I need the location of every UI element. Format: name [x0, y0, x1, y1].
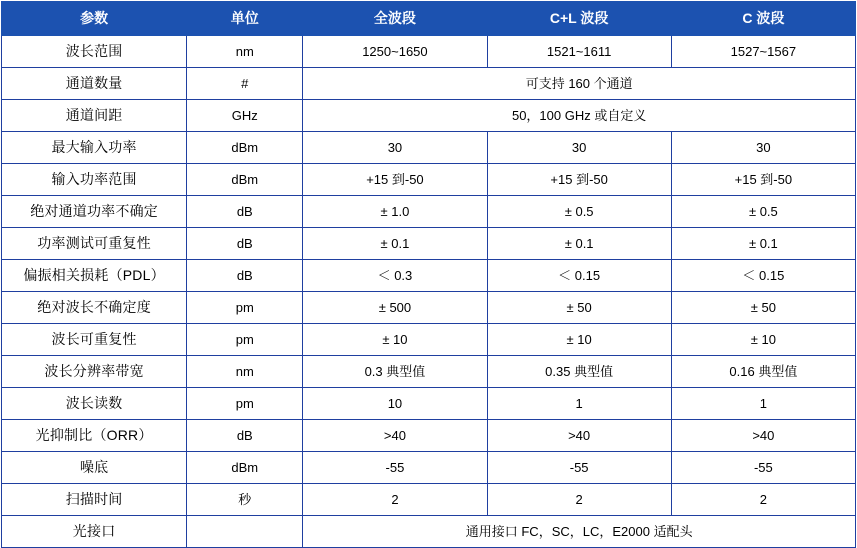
- parameter-cell: 波长可重复性: [2, 324, 187, 356]
- value-cell-cl-band: ＜ 0.15: [487, 260, 671, 292]
- unit-cell: [187, 516, 303, 548]
- value-cell-c-band: ＜ 0.15: [671, 260, 855, 292]
- unit-cell: dB: [187, 420, 303, 452]
- value-cell-cl-band: ± 0.1: [487, 228, 671, 260]
- column-header-full-band: 全波段: [303, 2, 487, 36]
- table-header-row: [2, 2, 856, 36]
- value-cell-full-band: -55: [303, 452, 487, 484]
- value-cell-all-bands: 可支持 160 个通道: [303, 68, 856, 100]
- value-cell-c-band: 1527~1567: [671, 36, 855, 68]
- value-cell-cl-band: 0.35 典型值: [487, 356, 671, 388]
- value-cell-c-band: +15 到-50: [671, 164, 855, 196]
- unit-cell: pm: [187, 388, 303, 420]
- parameter-cell: 扫描时间: [2, 484, 187, 516]
- parameter-cell: 波长读数: [2, 388, 187, 420]
- table-row: [2, 484, 856, 516]
- value-cell-c-band: ± 10: [671, 324, 855, 356]
- value-cell-full-band: 10: [303, 388, 487, 420]
- column-header-c-band: C 波段: [671, 2, 855, 36]
- value-cell-full-band: 1250~1650: [303, 36, 487, 68]
- unit-cell: dBm: [187, 164, 303, 196]
- unit-cell: pm: [187, 324, 303, 356]
- value-cell-full-band: 0.3 典型值: [303, 356, 487, 388]
- unit-cell: dBm: [187, 132, 303, 164]
- value-cell-cl-band: 30: [487, 132, 671, 164]
- value-cell-full-band: ± 10: [303, 324, 487, 356]
- table-row: [2, 388, 856, 420]
- unit-cell: dB: [187, 196, 303, 228]
- value-cell-full-band: 2: [303, 484, 487, 516]
- parameter-cell: 绝对波长不确定度: [2, 292, 187, 324]
- value-cell-all-bands: 通用接口 FC，SC，LC，E2000 适配头: [303, 516, 856, 548]
- value-cell-all-bands: 50，100 GHz 或自定义: [303, 100, 856, 132]
- value-cell-c-band: ± 50: [671, 292, 855, 324]
- unit-cell: dBm: [187, 452, 303, 484]
- table-row: [2, 100, 856, 132]
- table-row: [2, 452, 856, 484]
- parameter-cell: 输入功率范围: [2, 164, 187, 196]
- unit-cell: dB: [187, 228, 303, 260]
- value-cell-c-band: 2: [671, 484, 855, 516]
- value-cell-cl-band: ± 0.5: [487, 196, 671, 228]
- value-cell-c-band: 30: [671, 132, 855, 164]
- unit-cell: GHz: [187, 100, 303, 132]
- parameter-cell: 光抑制比（ORR）: [2, 420, 187, 452]
- value-cell-cl-band: 1: [487, 388, 671, 420]
- value-cell-full-band: 30: [303, 132, 487, 164]
- parameter-cell: 波长范围: [2, 36, 187, 68]
- value-cell-full-band: >40: [303, 420, 487, 452]
- value-cell-full-band: ± 500: [303, 292, 487, 324]
- value-cell-cl-band: ± 50: [487, 292, 671, 324]
- unit-cell: dB: [187, 260, 303, 292]
- table-row: [2, 68, 856, 100]
- parameter-cell: 噪底: [2, 452, 187, 484]
- parameter-cell: 波长分辨率带宽: [2, 356, 187, 388]
- value-cell-cl-band: 2: [487, 484, 671, 516]
- parameter-cell: 功率测试可重复性: [2, 228, 187, 260]
- table-row: [2, 132, 856, 164]
- specification-table: [1, 1, 856, 548]
- value-cell-c-band: >40: [671, 420, 855, 452]
- value-cell-full-band: ± 1.0: [303, 196, 487, 228]
- parameter-cell: 通道间距: [2, 100, 187, 132]
- unit-cell: 秒: [187, 484, 303, 516]
- parameter-cell: 偏振相关损耗（PDL）: [2, 260, 187, 292]
- value-cell-full-band: ± 0.1: [303, 228, 487, 260]
- column-header-parameter: 参数: [2, 2, 187, 36]
- value-cell-full-band: ＜ 0.3: [303, 260, 487, 292]
- value-cell-c-band: 0.16 典型值: [671, 356, 855, 388]
- parameter-cell: 光接口: [2, 516, 187, 548]
- table-body: [2, 36, 856, 548]
- value-cell-c-band: ± 0.5: [671, 196, 855, 228]
- unit-cell: nm: [187, 36, 303, 68]
- table-header: [2, 2, 856, 36]
- parameter-cell: 绝对通道功率不确定: [2, 196, 187, 228]
- value-cell-cl-band: >40: [487, 420, 671, 452]
- table-row: [2, 356, 856, 388]
- value-cell-cl-band: 1521~1611: [487, 36, 671, 68]
- table-row: [2, 292, 856, 324]
- table-row: [2, 196, 856, 228]
- table-row: [2, 516, 856, 548]
- unit-cell: #: [187, 68, 303, 100]
- unit-cell: nm: [187, 356, 303, 388]
- value-cell-cl-band: -55: [487, 452, 671, 484]
- value-cell-c-band: 1: [671, 388, 855, 420]
- value-cell-c-band: ± 0.1: [671, 228, 855, 260]
- value-cell-c-band: -55: [671, 452, 855, 484]
- parameter-cell: 通道数量: [2, 68, 187, 100]
- unit-cell: pm: [187, 292, 303, 324]
- column-header-unit: 单位: [187, 2, 303, 36]
- value-cell-cl-band: ± 10: [487, 324, 671, 356]
- table-row: [2, 420, 856, 452]
- column-header-cl-band: C+L 波段: [487, 2, 671, 36]
- value-cell-cl-band: +15 到-50: [487, 164, 671, 196]
- value-cell-full-band: +15 到-50: [303, 164, 487, 196]
- table-row: [2, 164, 856, 196]
- table-row: [2, 324, 856, 356]
- parameter-cell: 最大输入功率: [2, 132, 187, 164]
- table-row: [2, 228, 856, 260]
- table-row: [2, 260, 856, 292]
- table-row: [2, 36, 856, 68]
